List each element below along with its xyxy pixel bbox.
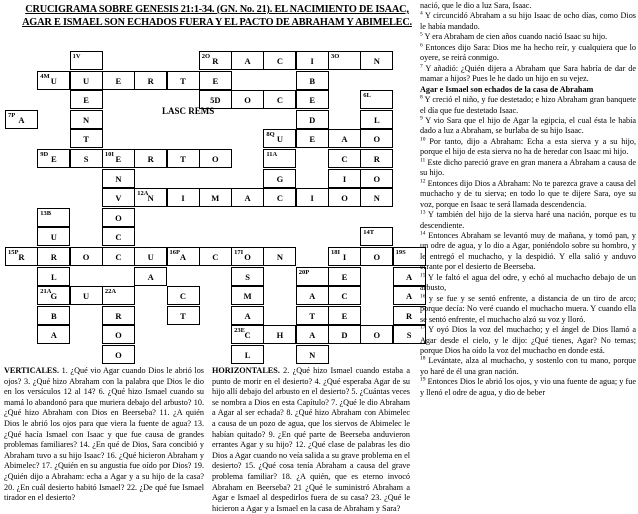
cell-letter: C [341, 154, 348, 164]
verse-number: 18 [420, 355, 426, 362]
cell-letter: D [309, 114, 316, 125]
horizontal-clues [212, 366, 410, 514]
cell-letter: O [211, 154, 219, 164]
crossword-cell[interactable] [360, 110, 393, 129]
vertical-clues [4, 366, 204, 504]
crossword-cell[interactable] [70, 110, 103, 129]
vertical-clues-text: 1. ¿Qué vio Agar cuando Dios le abrió los ojos? 3. ¿Qué hizo Abraham con la palabra que Dios le dio en los versículos 12 al 14? 6. ¿Qué hizo Ismael cuando su mamá lo abandonó para que muriera debajo del arbusto? 10. ¿Qué hizo Abraham con Dios en Beerseba? 11. ¿A quién Dios le abrió los ojos para que viera la fuente de agua? 13. ¿Qué hacía Ismael con Isaac y que fue causa de grandes problemas familiares? 14. ¿En qué de Dios, Sara concibió y Abraham tuvo a su hijo Isaac? 16. ¿Qué hicieron Abraham y Abimelec? 17. ¿Quién en su angustia fue oído por Dios? 19. ¿Quién dijo a Abraham: echa a Agar y a su hijo de la casa? 20. ¿En cuál desierto habitó Ismael? 22. ¿De qué fue Ismael tirador en el desierto? [4, 366, 204, 503]
verse-text: Y vio Sara que el hijo de Agar la egipcia, el cual ésta le había dado a luz a Abraham, se burlaba de su hijo Isaac. [420, 115, 636, 136]
crossword-grid [0, 0, 413, 360]
cell-letter: O [115, 350, 122, 360]
cell-clue-number: 15P [8, 249, 19, 256]
verse-text: Levántate, alza al muchacho, y sostenlo con tu mano, porque yo haré de él una gran nación. [420, 356, 636, 376]
crossword-cell[interactable] [328, 286, 361, 305]
cell-letter: O [373, 173, 381, 184]
passage-subheading: Agar e Ismael son echados de la casa de Abraham [420, 84, 594, 94]
crossword-cell[interactable] [296, 345, 329, 364]
verse-text: Entonces Dios le abrió los ojos, y vio una fuente de agua; y fue y llenó el odre de agua, y dio de beber [420, 377, 636, 397]
crossword-cell[interactable] [102, 169, 135, 188]
crossword-cell[interactable] [231, 306, 264, 325]
cell-letter: U [276, 134, 283, 145]
cell-letter: E [341, 310, 348, 321]
crossword-cell[interactable] [328, 51, 361, 70]
cell-letter: O [82, 252, 90, 262]
cell-letter: R [18, 252, 25, 262]
cell-letter: L [373, 114, 380, 125]
crossword-cell[interactable] [134, 247, 167, 266]
title-line-1: CRUCIGRAMA SOBRE GENESIS 21:1-34. (GN. No. 21). EL NACIMIENTO DE ISAAC, [25, 4, 409, 15]
cell-letter: E [115, 154, 122, 164]
verse-number: 7 [420, 62, 423, 69]
cell-letter: T [180, 154, 186, 164]
cell-letter: C [115, 252, 122, 262]
crossword-cell[interactable] [37, 286, 70, 305]
cell-clue-number: 7P [8, 111, 16, 119]
cell-clue-number: 3O [331, 53, 340, 60]
cell-letter: U [50, 75, 57, 86]
crossword-cell[interactable] [199, 51, 232, 70]
cell-clue-number: 17I [234, 249, 244, 256]
verse-text: Y circuncidó Abraham a su hijo Isaac de ocho días, como Dios le había mandado. [420, 11, 636, 31]
crossword-cell[interactable] [37, 149, 70, 168]
verse-number: 14 [420, 230, 426, 237]
cell-letter: I [310, 193, 314, 204]
cell-letter: M [211, 193, 220, 204]
verse-text: Y añadió: ¿Quién dijera a Abraham que Sara habría de dar de mamar a hijos? Pues le he dado un hijo en su vejez. [420, 63, 636, 84]
crossword-cell[interactable] [360, 188, 393, 207]
crossword-cell[interactable] [360, 149, 393, 168]
cell-letter: I [181, 193, 185, 204]
crossword-cell[interactable] [199, 71, 232, 90]
cell-letter: E [212, 75, 219, 86]
cell-letter: O [244, 95, 251, 106]
crossword-cell[interactable] [328, 129, 361, 148]
verse-text: Este dicho pareció grave en gran manera a Abraham a causa de su hijo. [420, 157, 636, 178]
cell-letter: U [50, 232, 57, 243]
crossword-cell[interactable] [231, 188, 264, 207]
cell-letter: C [115, 232, 122, 243]
crossword-cell[interactable] [37, 208, 70, 227]
crossword-cell[interactable] [263, 149, 296, 168]
cell-letter: T [180, 310, 186, 321]
crossword-cell[interactable] [360, 90, 393, 109]
crossword-cell[interactable] [263, 247, 296, 266]
cell-letter: H [276, 330, 284, 341]
cell-letter: C [179, 291, 187, 302]
crossword-cell[interactable] [167, 71, 200, 90]
cell-clue-number: 1V [72, 53, 81, 60]
crossword-cell[interactable] [328, 247, 361, 266]
crossword-cell[interactable] [167, 149, 200, 168]
crossword-cell[interactable] [263, 188, 296, 207]
cell-clue-number: 2O [201, 53, 211, 60]
cell-letter: S [83, 154, 89, 164]
cell-clue-number: 14T [363, 229, 375, 237]
cell-letter: T [309, 310, 316, 321]
cell-clue-number: 6L [363, 92, 371, 100]
cell-letter: O [115, 330, 122, 341]
passage-intro: nació, que le dio a luz Sara, Isaac. [420, 1, 532, 10]
horizontal-clues-text: 2. ¿Qué hizo Ismael cuando estaba a punto de morir en el desierto? 4. ¿Qué esperaba Agar de su hijo allí debajo del arbusto en el desierto? 5. ¿Cuántas veces se nombra a Dios en esta Capítulo? 7. ¿Qué le dio Abraham a Agar al ser echada? 8. ¿Qué hizo Abraham con Abimelec a causa de un pozo de agua, que los siervos de Abimelec le habían quitado? 9. ¿En qué parte de Beerseba anduvieron errantes Agar y su hijo? 12. ¿Qué clase de palabras les dio Dios a Agar cuando no veía salida a su grave problema en el desierto? 15. ¿Qué cosa tenía Abraham a causa del grave problema familiar? 18. ¿A quién, que es eterno invocó Abraham en Beerseba? 21 ¿Qué le suministró Abraham a Agar e Ismael al despedirlos fuera de su casa? 23. ¿Qué le hicieron a Agar y a Ismael en la casa de Abraham y Sara? [212, 366, 410, 513]
cell-letter: I [342, 252, 347, 262]
title-line-2: AGAR E ISMAEL SON ECHADOS FUERA Y EL PACTO DE ABRAHAM Y ABIMELEC. [22, 17, 412, 28]
horizontal-clues-heading: HORIZONTALES. [212, 366, 280, 375]
crossword-cell[interactable] [328, 188, 361, 207]
cell-letter: D [341, 330, 348, 341]
cell-letter: C [244, 330, 251, 341]
crossword-cell[interactable] [231, 267, 264, 286]
verse-number: 17 [420, 324, 426, 331]
cell-letter: E [309, 95, 316, 106]
crossword-cell[interactable] [296, 71, 329, 90]
crossword-cell[interactable] [167, 247, 200, 266]
verse-number: 10 [420, 136, 426, 143]
crossword-cell[interactable] [102, 227, 135, 246]
crossword-cell[interactable] [263, 169, 296, 188]
crossword-cell[interactable] [296, 90, 329, 109]
cell-letter: N [276, 252, 283, 262]
crossword-cell[interactable] [231, 286, 264, 305]
cell-letter: S [245, 271, 250, 282]
cell-letter: A [406, 291, 413, 302]
crossword-cell[interactable] [37, 306, 70, 325]
cell-letter: S [406, 330, 412, 341]
cell-clue-number: 22A [104, 288, 117, 296]
crossword-cell[interactable] [296, 51, 329, 70]
crossword-cell[interactable] [360, 227, 393, 246]
verse-number: 5 [420, 31, 423, 38]
cell-letter: A [406, 271, 413, 282]
crossword-cell[interactable] [70, 51, 103, 70]
cell-letter: C [212, 252, 219, 262]
cell-letter: L [244, 350, 251, 360]
cell-letter: O [115, 212, 122, 223]
cell-letter: O [373, 330, 381, 341]
crossword-cell[interactable] [263, 51, 296, 70]
crossword-cell[interactable] [102, 208, 135, 227]
cell-letter: A [50, 330, 57, 341]
cell-letter: B [50, 310, 57, 321]
cell-letter: N [309, 350, 316, 360]
cell-clue-number: 13B [40, 209, 52, 217]
cell-letter: A [18, 114, 25, 125]
crossword-cell[interactable] [231, 51, 264, 70]
crossword-cell[interactable] [263, 129, 296, 148]
crossword-cell[interactable] [37, 267, 70, 286]
cell-letter: A [244, 56, 251, 66]
cell-clue-number: 11A [266, 151, 278, 158]
crossword-cell[interactable] [134, 267, 167, 286]
verse-text: Y también del hijo de la sierva haré una nación, porque es tu descendiente. [420, 210, 636, 230]
crossword-cell[interactable] [296, 306, 329, 325]
cell-letter: A [147, 271, 154, 282]
verse-text: Por tanto, dijo a Abraham: Echa a esta sierva y a su hijo, porque el hijo de esta sierva no ha de heredar con Isaac mi hijo. [420, 136, 636, 157]
cell-letter: I [310, 56, 314, 66]
cell-letter: U [147, 252, 154, 262]
verse-number: 4 [420, 10, 423, 17]
crossword-cell[interactable] [296, 325, 329, 344]
crossword-cell[interactable] [134, 71, 167, 90]
cell-letter: A [341, 134, 348, 145]
crossword-cell[interactable] [37, 227, 70, 246]
cell-letter: O [373, 134, 381, 145]
verse-number: 8 [420, 94, 423, 101]
cell-letter: E [50, 154, 57, 164]
cell-letter: G [50, 291, 58, 302]
crossword-cell[interactable] [328, 325, 361, 344]
cell-letter: T [83, 134, 89, 145]
crossword-cell[interactable] [102, 149, 135, 168]
crossword-cell[interactable] [360, 129, 393, 148]
crossword-cell[interactable] [296, 286, 329, 305]
verse-text: Y creció el niño, y fue destetado; e hizo Abraham gran banquete el día que fue destetado Isaac. [420, 95, 636, 115]
crossword-cell[interactable] [167, 188, 200, 207]
grid-banner: LASC REMS [162, 106, 215, 116]
crossword-cell[interactable] [328, 267, 361, 286]
cell-clue-number: 21A [40, 288, 52, 296]
verse-text: Y le faltó el agua del odre, y echó al muchacho debajo de un arbusto, [420, 272, 636, 293]
crossword-cell[interactable] [167, 306, 200, 325]
cell-letter: R [406, 310, 413, 321]
crossword-cell[interactable] [199, 149, 232, 168]
cell-letter: L [50, 271, 57, 282]
cell-letter: T [180, 75, 186, 86]
crossword-cell[interactable] [199, 247, 232, 266]
cell-letter: I [342, 173, 347, 184]
crossword-cell[interactable] [102, 325, 135, 344]
crossword-cell[interactable] [37, 247, 70, 266]
crossword-cell[interactable] [102, 188, 135, 207]
cell-clue-number: 20P [298, 268, 310, 276]
crossword-cell[interactable] [231, 325, 264, 344]
cell-clue-number: 4M [40, 72, 50, 80]
cell-letter: E [115, 75, 122, 86]
cell-letter: R [373, 154, 380, 164]
cell-letter: C [276, 56, 283, 66]
crossword-cell[interactable] [134, 188, 167, 207]
cell-letter: E [83, 95, 89, 106]
verse-text: Entonces Abraham se levantó muy de mañana, y tomó pan, y un odre de agua, y lo dio a Agar, poniéndolo sobre su hombro, y le entregó el muchacho, y la despidió. Y ella salió y anduvo errante por el desierto de Beerseba. [420, 230, 636, 272]
crossword-cell[interactable] [70, 286, 103, 305]
cell-letter: E [341, 271, 348, 282]
crossword-cell[interactable] [231, 345, 264, 364]
cell-letter: A [244, 310, 251, 321]
cell-letter: V [115, 193, 122, 204]
cell-letter: R [147, 154, 154, 164]
cell-letter: A [309, 291, 316, 302]
cell-clue-number: 16P [169, 249, 180, 256]
verse-text: y se fue y se sentó enfrente, a distancia de un tiro de arco; porque decía: No veré cuando el muchacho muera. Y cuando ella se sentó enfrente, el muchacho alzó su voz y lloró. [420, 293, 636, 324]
crossword-cell[interactable] [5, 247, 38, 266]
verse-number: 19 [420, 376, 426, 383]
cell-letter: G [276, 173, 284, 184]
cell-clue-number: 9D [40, 151, 49, 158]
verse-text: Entonces dijo Sara: Dios me ha hecho reír, y cualquiera que lo oyere, se reirá conmigo. [420, 42, 636, 63]
cell-clue-number: 10I [104, 151, 114, 158]
verse-number: 11 [420, 157, 426, 164]
crossword-cell[interactable] [70, 71, 103, 90]
verse-number: 6 [420, 42, 423, 49]
cell-letter: A [309, 330, 316, 341]
cell-letter: N [147, 193, 154, 204]
cell-clue-number: 8Q [266, 131, 275, 139]
crossword-cell[interactable] [296, 129, 329, 148]
cell-clue-number: 18I [331, 249, 341, 256]
verse-text: Y era Abraham de cien años cuando nació Isaac su hijo. [422, 32, 608, 42]
cell-letter: N [373, 193, 380, 204]
crossword-cell[interactable] [360, 325, 393, 344]
crossword-cell[interactable] [328, 169, 361, 188]
crossword-cell[interactable] [102, 306, 135, 325]
crossword-cell[interactable] [70, 129, 103, 148]
cell-letter: O [341, 193, 348, 204]
cell-letter: N [83, 114, 90, 125]
crossword-cell[interactable] [360, 247, 393, 266]
crossword-cell[interactable] [296, 188, 329, 207]
crossword-cell[interactable] [102, 71, 135, 90]
crossword-cell[interactable] [360, 51, 393, 70]
cell-letter: R [212, 56, 219, 66]
cell-letter: A [179, 252, 187, 262]
crossword-cell[interactable] [296, 267, 329, 286]
cell-letter: C [341, 291, 348, 302]
cell-clue-number: 19S [395, 249, 406, 256]
crossword-cell[interactable] [231, 90, 264, 109]
crossword-cell[interactable] [328, 306, 361, 325]
crossword-cell[interactable] [70, 247, 103, 266]
crossword-cell[interactable] [296, 110, 329, 129]
crossword-cell[interactable] [263, 325, 296, 344]
crossword-cell[interactable] [199, 188, 232, 207]
verse-number: 15 [420, 272, 426, 279]
verse-number: 9 [420, 115, 423, 122]
verse-number: 13 [420, 209, 426, 216]
cell-letter: A [244, 193, 251, 204]
cell-clue-number: 12A [137, 190, 149, 198]
crossword-cell[interactable] [102, 286, 135, 305]
cell-letter: R [50, 252, 57, 262]
cell-letter: U [83, 291, 90, 302]
cell-letter: R [115, 310, 122, 321]
cell-letter: N [373, 56, 380, 66]
crossword-cell[interactable] [102, 247, 135, 266]
cell-letter: R [147, 75, 154, 86]
cell-letter: U [83, 75, 90, 86]
crossword-cell[interactable] [263, 90, 296, 109]
cell-letter: B [309, 75, 316, 86]
cell-letter: C [276, 95, 283, 106]
vertical-clues-heading: VERTICALES. [4, 366, 59, 375]
cell-letter: M [243, 291, 252, 302]
crossword-cell[interactable] [37, 71, 70, 90]
cell-letter: O [373, 252, 381, 262]
cell-letter: E [309, 134, 316, 145]
verse-text: Entonces dijo Dios a Abraham: No te parezca grave a causa del muchacho y de tu sierva; en todo lo que te dijere Sara, oye su voz, porque en Isaac te será llamada descendencia. [420, 178, 636, 209]
cell-letter: 5D [210, 95, 221, 106]
crossword-cell[interactable] [37, 325, 70, 344]
crossword-cell[interactable] [102, 345, 135, 364]
crossword-cell[interactable] [134, 149, 167, 168]
cell-letter: N [115, 173, 122, 184]
crossword-cell[interactable] [5, 110, 38, 129]
crossword-cell[interactable] [328, 149, 361, 168]
crossword-cell[interactable] [70, 90, 103, 109]
verse-number: 16 [420, 292, 426, 299]
crossword-cell[interactable] [70, 149, 103, 168]
crossword-cell[interactable] [231, 247, 264, 266]
cell-letter: O [244, 252, 251, 262]
verse-text: Y oyó Dios la voz del muchacho; y el ángel de Dios llamó a Agar desde el cielo, y le dijo: ¿Qué tienes, Agar? No temas; porque Dios ha oído la voz del muchacho en donde está. [420, 325, 636, 355]
cell-clue-number: 23E [234, 327, 245, 335]
verse-number: 12 [420, 177, 426, 184]
crossword-cell[interactable] [360, 169, 393, 188]
bible-passage [420, 1, 636, 398]
crossword-cell[interactable] [167, 286, 200, 305]
cell-letter: C [276, 193, 283, 204]
